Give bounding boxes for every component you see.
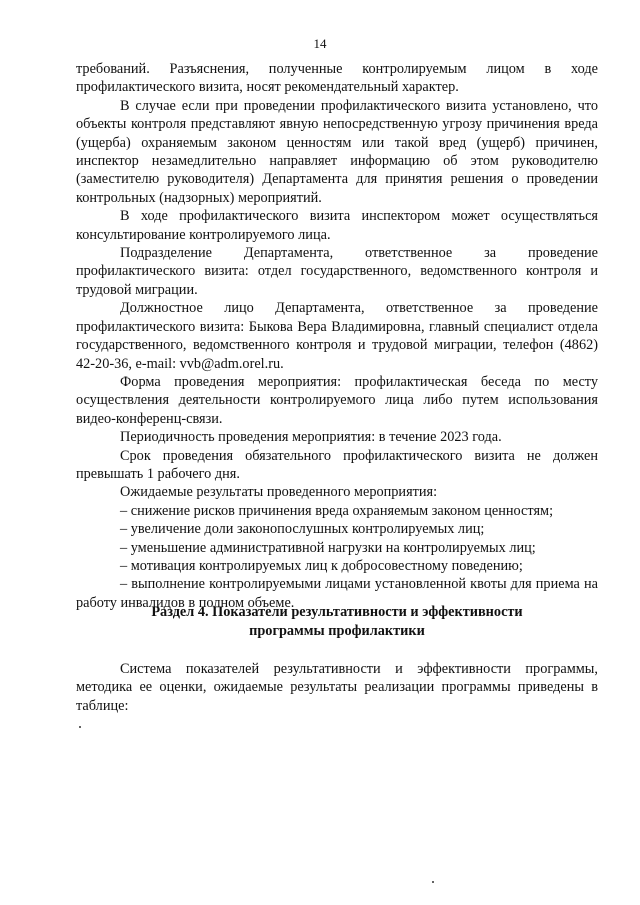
list-item: – уменьшение административной нагрузки на контролируемых лиц; [120,539,536,556]
scan-speck [432,881,434,883]
section-heading-line-2: программы профилактики [249,623,425,639]
closing-section [76,660,598,715]
paragraph-closing: Система показателей результативности и эффективности программы, методика ее оценки, ожидаемые результаты реализации программы приведены в таблице: [76,661,598,714]
list-item: – увеличение доли законопослушных контролируемых лиц; [120,521,485,538]
section-heading-line-1: Раздел 4. Показатели результативности и эффективности [151,604,523,620]
paragraph-expected-results: Ожидаемые результаты проведенного мероприятия: [120,484,438,501]
list-item: – мотивация контролируемых лиц к добросовестному поведению; [120,557,523,574]
paragraph-event-form: Форма проведения мероприятия: профилактическая беседа по месту осуществления деятельности контролируемого лица либо путем использования видео-конференц-связи. [76,373,598,427]
section-heading [76,603,598,641]
list-item: – выполнение контролируемыми лицами установленной квоты для приема на работу инвалидов в полном объеме. [76,576,598,611]
paragraph-consultation: В ходе профилактического визита инспектором может осуществляться консультирование контролируемого лица. [76,208,598,243]
page-number: 14 [313,36,327,51]
scan-speck [79,726,81,728]
paragraph-threat-notice: В случае если при проведении профилактического визита установлено, что объекты контроля представляют явную непосредственную угрозу причинения вреда (ущерба) охраняемым законом ценностям или такой вред (ущерб) причинен, инспектор незамедлительно направляет информацию об этом руководителю (заместителю руководителя) Департамента для принятия решения о проведении контрольных (надзорных) мероприятий. [76,97,598,206]
paragraph-continuation: требований. Разъяснения, полученные контролируемым лицом в ходе профилактического визита, носят рекомендательный характер. [76,61,598,96]
paragraph-duration: Срок проведения обязательного профилактического визита не должен превышать 1 рабочего дня. [76,447,598,482]
list-item: – снижение рисков причинения вреда охраняемым законом ценностям; [120,502,554,519]
paragraph-responsible-official: Должностное лицо Департамента, ответственное за проведение профилактического визита: Быкова Вера Владимировна, главный специалист отдела государственного, ведомственного контроля и трудовой миграции, телефон (4862) 42-20-36, e-mail: vvb@adm.orel.ru. [76,300,598,372]
paragraph-responsible-unit: Подразделение Департамента, ответственное за проведение профилактического визита: отдел государственного, ведомственного контроля и трудовой миграции. [76,245,598,298]
paragraph-periodicity: Периодичность проведения мероприятия: в течение 2023 года. [120,429,502,446]
document-body [76,60,598,612]
